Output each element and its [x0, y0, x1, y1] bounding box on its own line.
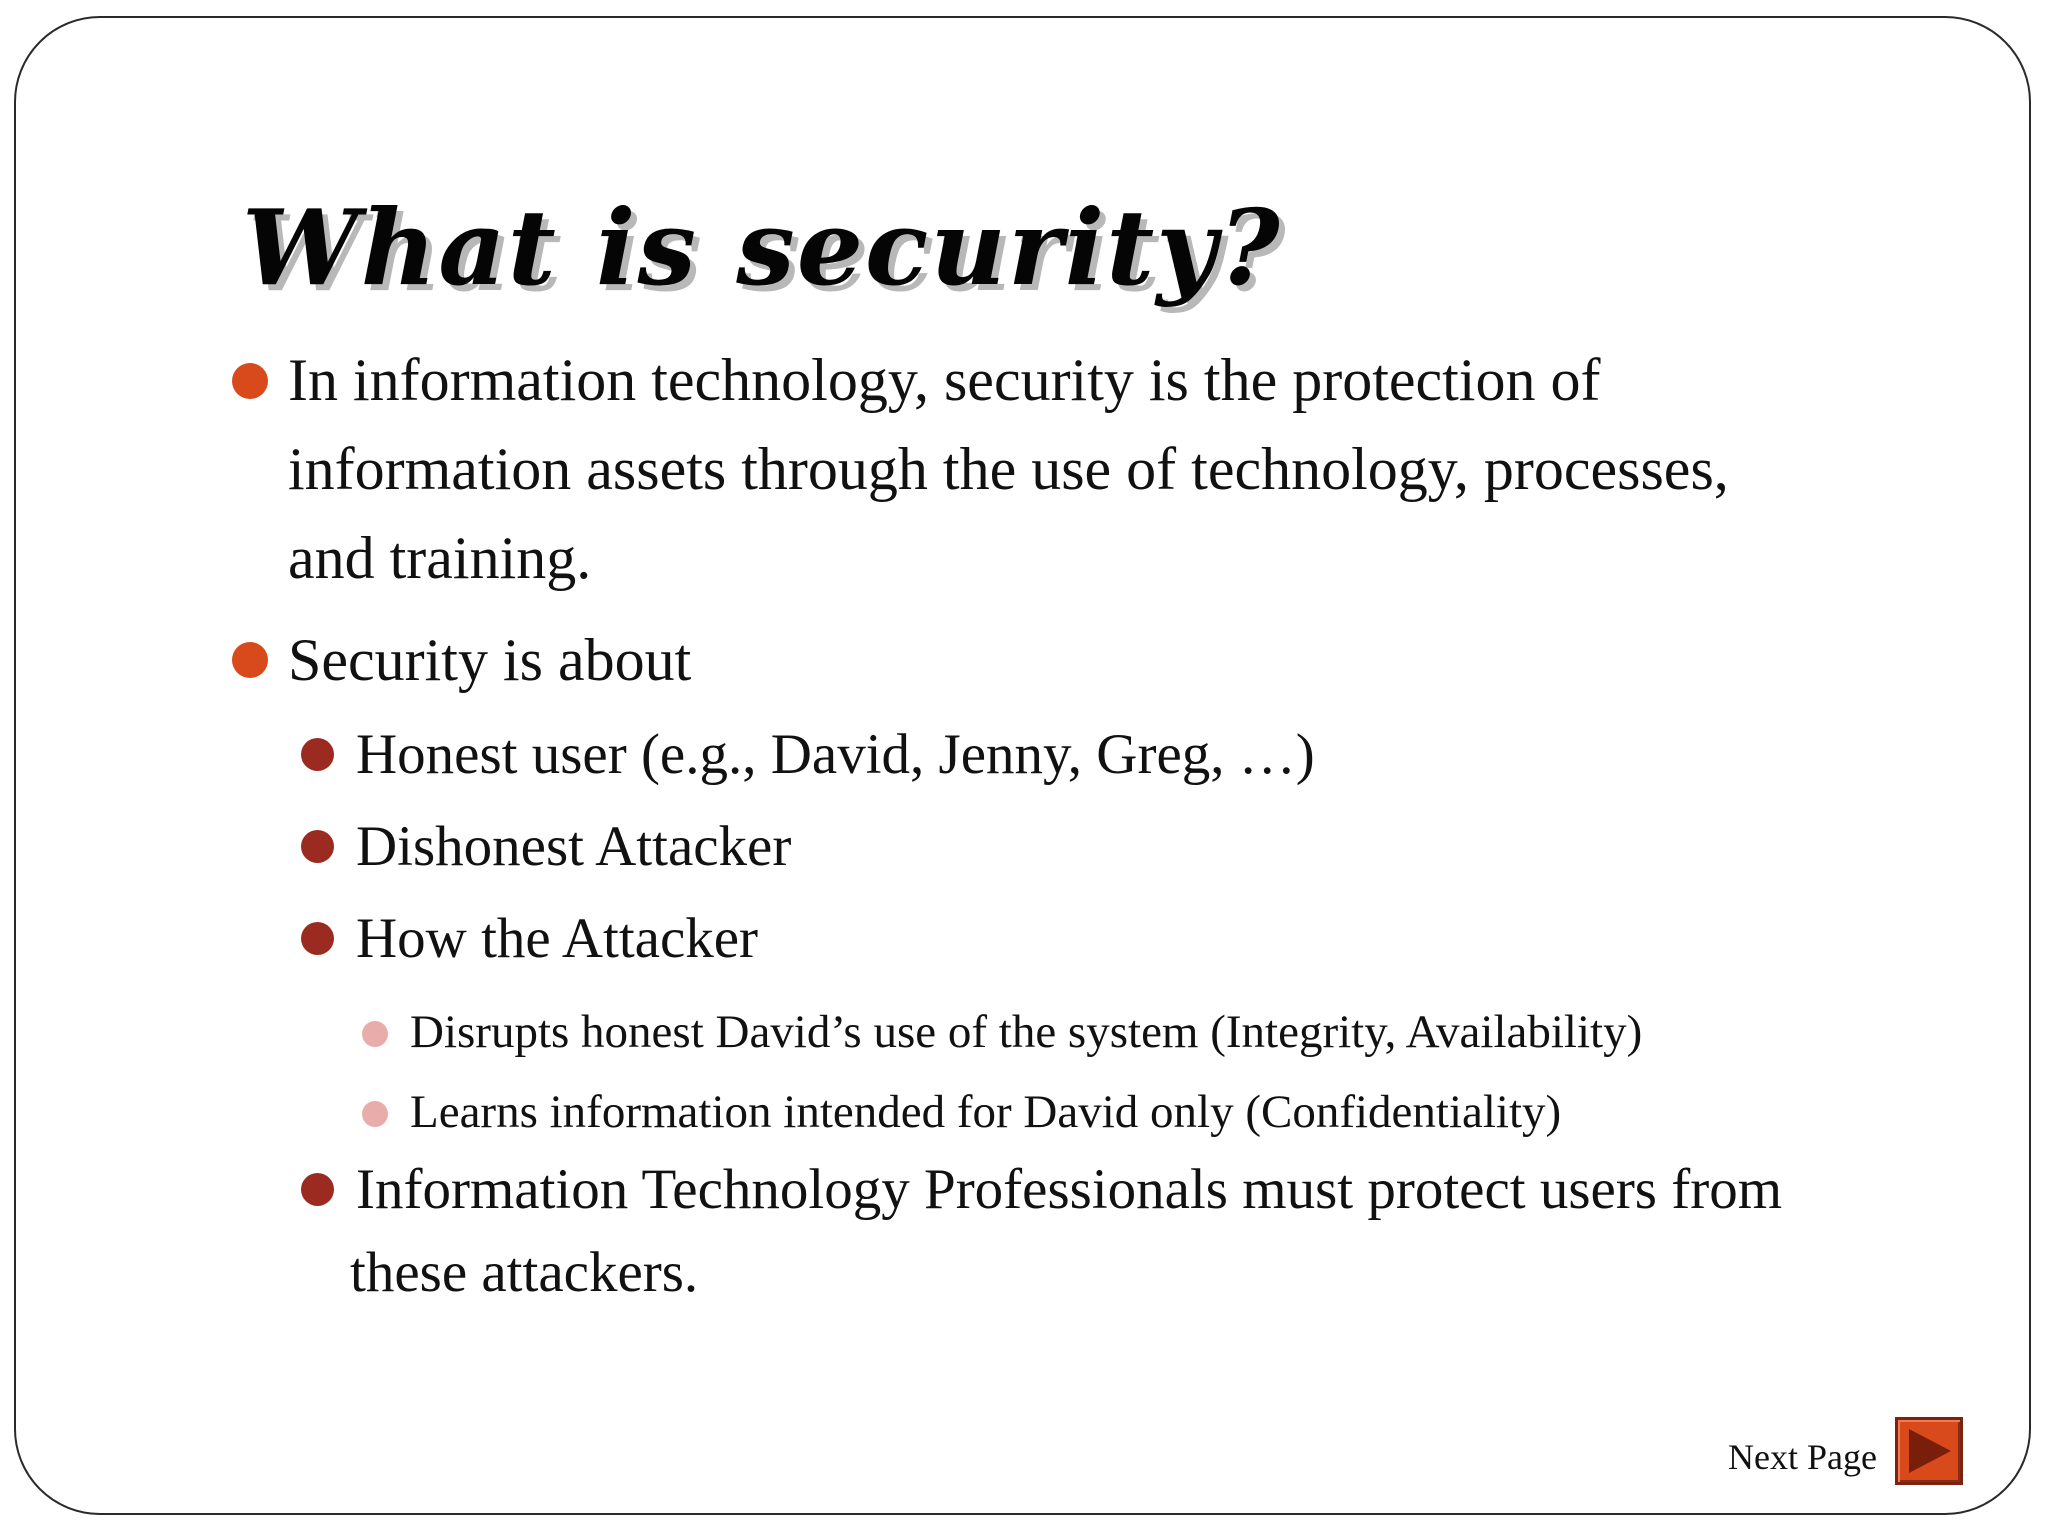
bullet-text: In information technology, security is the protection of — [288, 347, 1601, 413]
play-triangle-icon — [1898, 1420, 1960, 1482]
sub-bullet-text: these attackers. — [350, 1241, 699, 1304]
sub-bullet-dot-icon — [301, 1173, 334, 1206]
sub-bullet-text: Information Technology Professionals must protect users from — [356, 1158, 1783, 1221]
sub-bullet-text: How the Attacker — [356, 907, 759, 970]
sub-bullet-dot-icon — [301, 922, 334, 955]
sub-bullet-text: Dishonest Attacker — [356, 815, 792, 878]
sub-bullet-text: Honest user (e.g., David, Jenny, Greg, …) — [356, 723, 1315, 786]
bullet-text: Security is about — [288, 627, 692, 693]
sub-sub-bullet-dot-icon — [362, 1101, 388, 1127]
bullet-text: and training. — [288, 525, 592, 591]
bullet-dot-icon — [232, 363, 268, 399]
sub-sub-bullet-dot-icon — [362, 1021, 388, 1047]
next-page-button[interactable] — [1895, 1417, 1963, 1485]
sub-sub-bullet-text: Learns information intended for David only (Confidentiality) — [410, 1086, 1562, 1138]
sub-sub-bullet-text: Disrupts honest David’s use of the system (Integrity, Availability) — [410, 1006, 1643, 1058]
slide — [14, 16, 2031, 1515]
next-page-link[interactable]: Next Page — [1728, 1437, 1877, 1477]
slide-title: What is security? — [242, 186, 1282, 309]
bullet-text: information assets through the use of technology, processes, — [288, 436, 1729, 502]
bullet-dot-icon — [232, 642, 268, 678]
sub-bullet-dot-icon — [301, 738, 334, 771]
sub-bullet-dot-icon — [301, 830, 334, 863]
